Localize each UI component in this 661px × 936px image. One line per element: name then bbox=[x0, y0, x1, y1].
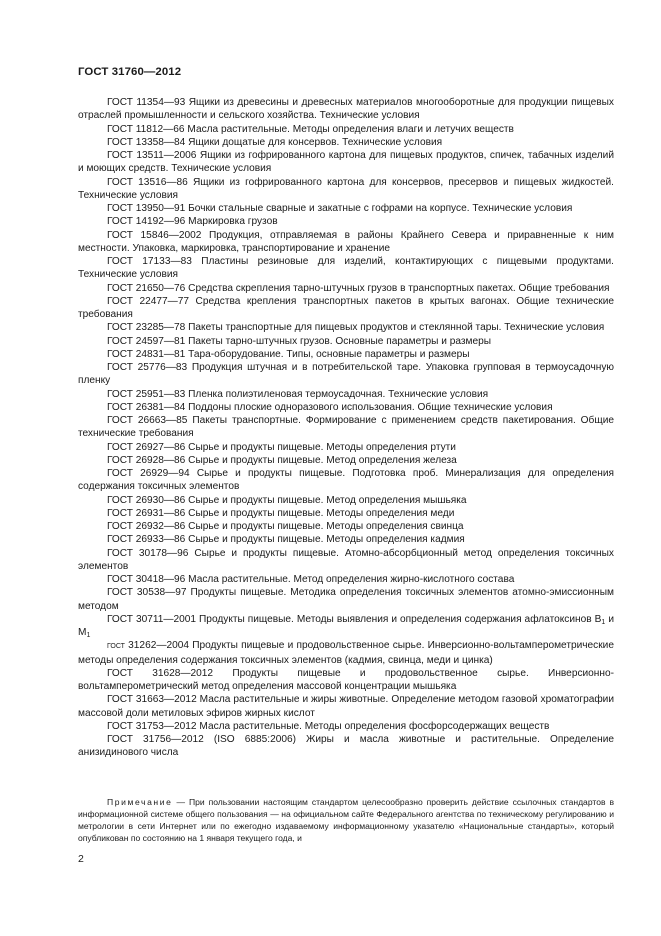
reference-title: Пластины резиновые для изделий, контактирующих с пищевыми продуктами. Технические условия bbox=[78, 256, 614, 281]
reference-item bbox=[78, 733, 614, 760]
reference-title: Масла растительные и жиры животные. Определение методом газовой хроматографии массовой доли метиловых эфиров жирных кислот bbox=[78, 694, 614, 719]
reference-title: Продукты пищевые. Методика определения токсичных элементов атомно-эмиссионным методом bbox=[78, 587, 614, 612]
reference-title: Продукты пищевые. Методы выявления и определения содержания афлатоксинов bbox=[199, 613, 592, 625]
reference-item bbox=[78, 215, 614, 228]
reference-code: ГОСТ 13511—2006 bbox=[107, 150, 197, 161]
reference-code: ГОСТ 13516—86 bbox=[107, 176, 188, 188]
reference-title: Тара-оборудование. Типы, основные параметры и размеры bbox=[188, 348, 470, 360]
reference-title: Пакеты тарно-штучных грузов. Основные параметры и размеры bbox=[188, 335, 491, 347]
reference-code: ГОСТ 31663—2012 bbox=[107, 694, 197, 706]
reference-item bbox=[78, 136, 614, 149]
reference-item bbox=[78, 229, 614, 256]
reference-item bbox=[78, 295, 614, 322]
reference-item bbox=[78, 613, 614, 640]
reference-item bbox=[78, 494, 614, 507]
reference-title: Сырье и продукты пищевые. Атомно-абсорбционный метод определения токсичных элементов bbox=[78, 547, 614, 572]
reference-code: ГОСТ 24597—81 bbox=[107, 335, 186, 347]
reference-title: Продукция, отправляемая в районы Крайнего Севера и приравненные к ним местности. Упаковка, маркировка, транспортирование и хранение bbox=[78, 229, 614, 254]
page-number: 2 bbox=[78, 853, 84, 865]
reference-item bbox=[78, 123, 614, 136]
reference-code: ГОСТ 25951—83 bbox=[107, 388, 186, 400]
page-header: ГОСТ 31760—2012 bbox=[78, 66, 182, 78]
reference-item bbox=[78, 414, 614, 441]
reference-code: ГОСТ 13358—84 bbox=[107, 136, 186, 148]
reference-title: Средства скрепления тарно-штучных грузов в транспортных пакетах. Общие требования bbox=[188, 282, 610, 294]
reference-item bbox=[78, 547, 614, 574]
reference-item bbox=[78, 202, 614, 215]
reference-title: Бочки стальные сварные и закатные с гофрами на корпусе. Технические условия bbox=[188, 203, 573, 214]
normative-references bbox=[78, 96, 614, 760]
reference-code: ГОСТ 26663—85 bbox=[107, 415, 188, 426]
reference-title: Сырье и продукты пищевые. Методы определения меди bbox=[188, 507, 455, 519]
reference-code: ГОСТ 17133—83 bbox=[107, 256, 192, 267]
reference-item bbox=[78, 520, 614, 533]
reference-code: ГОСТ 11354—93 bbox=[107, 97, 186, 108]
reference-code: ГОСТ 26932—86 bbox=[107, 521, 186, 532]
reference-code: ГОСТ 26381—84 bbox=[107, 401, 186, 413]
reference-item bbox=[78, 720, 614, 733]
note-label: Примечание bbox=[107, 797, 173, 807]
reference-item bbox=[78, 454, 614, 467]
reference-item bbox=[78, 401, 614, 414]
reference-code: ГОСТ 11812—66 bbox=[107, 123, 185, 135]
reference-code: ГОСТ 26928—86 bbox=[107, 454, 186, 466]
aflatoxin-b: B bbox=[594, 613, 602, 625]
reference-item bbox=[78, 667, 614, 694]
reference-code-prefix: ГОСТ bbox=[107, 643, 125, 651]
reference-code: ГОСТ 24831—81 bbox=[107, 348, 186, 360]
reference-item bbox=[78, 321, 614, 334]
reference-item bbox=[78, 693, 614, 720]
reference-code: ГОСТ 31756—2012 (ISO 6885:2006) bbox=[107, 734, 296, 745]
reference-code: ГОСТ 26931—86 bbox=[107, 507, 186, 519]
reference-title: Сырье и продукты пищевые. Метод определения мышьяка bbox=[188, 494, 467, 506]
reference-item bbox=[78, 96, 614, 123]
reference-code: ГОСТ 31628—2012 bbox=[107, 667, 214, 679]
reference-code: ГОСТ 26930—86 bbox=[107, 494, 186, 506]
reference-code: ГОСТ 26927—86 bbox=[107, 441, 186, 453]
reference-code: ГОСТ 21650—76 bbox=[107, 282, 186, 294]
reference-code: ГОСТ 26929—94 bbox=[107, 468, 190, 479]
reference-item bbox=[78, 586, 614, 613]
reference-title: Продукты пищевые и продовольственное сырье. Инверсионно-вольтамперометрический метод определения массовой концентрации мышьяка bbox=[78, 667, 614, 692]
reference-code: ГОСТ 15846—2002 bbox=[107, 229, 202, 241]
reference-title: Пакеты транспортные. Формирование с применением средств пакетирования. Общие технические требования bbox=[78, 415, 614, 440]
reference-item bbox=[78, 255, 614, 282]
reference-item bbox=[78, 361, 614, 388]
reference-code: ГОСТ 30711—2001 bbox=[107, 613, 197, 625]
reference-item bbox=[78, 176, 614, 203]
aflatoxin-b-subscript: 1 bbox=[601, 618, 606, 626]
reference-title: Ящики из древесины и древесных материалов многооборотные для продукции пищевых отраслей промышленности и сельского хозяйства. Технические условия bbox=[78, 97, 614, 122]
reference-item bbox=[78, 335, 614, 348]
reference-title: Сырье и продукты пищевые. Методы определения ртути bbox=[188, 441, 456, 453]
reference-title: Ящики дощатые для консервов. Технические условия bbox=[188, 136, 443, 148]
reference-title: Продукция штучная и в потребительской таре. Упаковка групповая в термоусадочную пленку bbox=[78, 362, 614, 387]
reference-item bbox=[78, 507, 614, 520]
reference-code: ГОСТ 25776—83 bbox=[107, 362, 188, 373]
reference-title: Масла растительные. Метод определения жирно-кислотного состава bbox=[188, 574, 515, 585]
reference-item bbox=[78, 282, 614, 295]
reference-title: Сырье и продукты пищевые. Методы определения кадмия bbox=[188, 534, 465, 546]
reference-title: Продукты пищевые и продовольственное сырье. Инверсионно-вольтамперометрические методы определения содержания токсичных элементов (кадмия, свинца, меди и цинка) bbox=[78, 640, 614, 666]
reference-item bbox=[78, 533, 614, 546]
note-paragraph bbox=[78, 797, 614, 845]
reference-item bbox=[78, 388, 614, 401]
reference-code: ГОСТ 13950—91 bbox=[107, 203, 186, 214]
reference-code: ГОСТ 14192—96 bbox=[107, 216, 186, 228]
reference-code: ГОСТ 23285—78 bbox=[107, 322, 186, 334]
reference-title: Сырье и продукты пищевые. Методы определения свинца bbox=[188, 521, 464, 532]
reference-item bbox=[78, 149, 614, 176]
aflatoxin-m-subscript: 1 bbox=[86, 632, 91, 639]
reference-item bbox=[78, 441, 614, 454]
reference-title: Маркировка грузов bbox=[188, 216, 278, 228]
reference-title: Ящики из гофрированного картона для консервов, пресервов и пищевых жидкостей. Технические условия bbox=[78, 176, 614, 201]
note-text: — При пользовании настоящим стандартом целесообразно проверить действие ссылочных стандартов в информационной системе общего пользования — на официальном сайте Федерального агентства по техническому регулированию и метрологии в сети Интернет или по ежегодно издаваемому информационному указателю «Национальные стандарты», который опубликован по состоянию на 1 января текущего года, и bbox=[78, 797, 614, 843]
reference-title: Масла растительные. Методы определения влаги и летучих веществ bbox=[187, 123, 514, 135]
reference-title: Ящики из гофрированного картона для пищевых продуктов, спичек, табачных изделий и моющих средств. Технические условия bbox=[78, 150, 614, 175]
reference-title: Сырье и продукты пищевые. Подготовка проб. Минерализация для определения содержания токсичных элементов bbox=[78, 468, 614, 493]
reference-item bbox=[78, 467, 614, 494]
reference-title: Сырье и продукты пищевые. Метод определения железа bbox=[188, 454, 457, 466]
reference-item bbox=[78, 573, 614, 586]
reference-code: ГОСТ 26933—86 bbox=[107, 534, 186, 546]
reference-title: Масла растительные. Методы определения фосфорсодержащих веществ bbox=[199, 720, 550, 732]
conjunction: и bbox=[605, 613, 614, 625]
reference-title: Средства крепления транспортных пакетов в крытых вагонах. Общие технические требования bbox=[78, 295, 614, 320]
reference-code: ГОСТ 22477—77 bbox=[107, 295, 189, 307]
reference-code: ГОСТ 30178—96 bbox=[107, 547, 189, 559]
reference-item bbox=[78, 639, 614, 667]
reference-title: Поддоны плоские одноразового использования. Общие технические условия bbox=[188, 401, 553, 413]
reference-item bbox=[78, 348, 614, 361]
reference-code: 31262—2004 bbox=[128, 640, 189, 652]
reference-code: ГОСТ 31753—2012 bbox=[107, 720, 197, 732]
reference-title: Жиры и масла животные и растительные. Определение анизидинового числа bbox=[78, 734, 614, 759]
reference-title: Пакеты транспортные для пищевых продуктов и стеклянной тары. Технические условия bbox=[188, 322, 605, 334]
reference-title: Пленка полиэтиленовая термоусадочная. Технические условия bbox=[188, 388, 489, 400]
reference-code: ГОСТ 30418—96 bbox=[107, 574, 186, 585]
reference-code: ГОСТ 30538—97 bbox=[107, 587, 187, 599]
aflatoxin-m: M bbox=[78, 627, 87, 638]
